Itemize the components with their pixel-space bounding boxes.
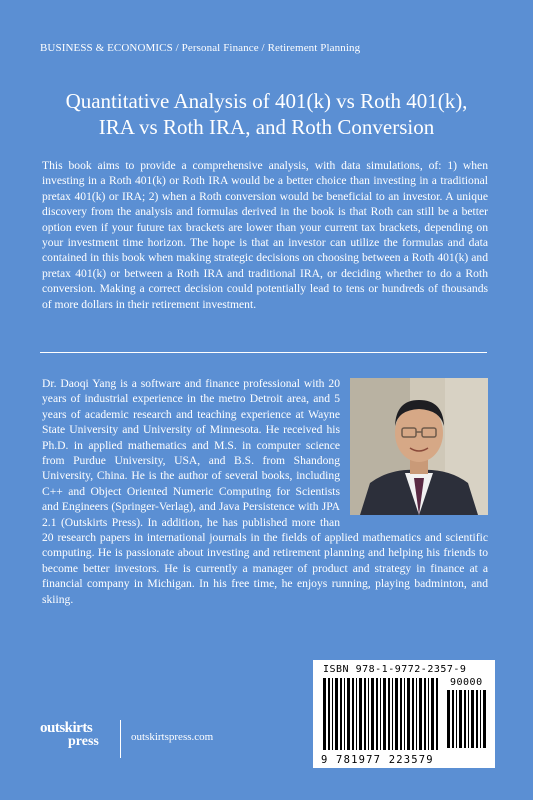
logo-divider <box>120 720 121 758</box>
title-line-1: Quantitative Analysis of 401(k) vs Roth 401(k), <box>65 89 468 113</box>
title-line-2: IRA vs Roth IRA, and Roth Conversion <box>98 115 435 139</box>
author-section <box>42 376 488 607</box>
isbn-barcode <box>313 660 495 768</box>
logo-word-press: press <box>68 734 99 749</box>
book-description: This book aims to provide a comprehensive analysis, with data simulations, of: 1) when investing in a Roth 401(k) or Roth IRA would be a better choice than investing in a traditional pretax 401(k) or IRA; 2) when a Roth conversion would be beneficial to an investor. A unique discovery from the analysis and formulas derived in the book is that Roth can still be a better option even if your future tax brackets are lower than your current tax brackets, depending on your investment time horizon. The hope is that an investor can utilize the formulas and data contained in this book when making strategic decisions on choosing between a Roth 401(k) and pretax 401(k) or between a Roth IRA and traditional IRA, or deciding whether to do a Roth conversion. Making a correct decision could potentially lead to tens or hundreds of thousands of more dollars in their retirement investment. <box>42 159 488 311</box>
author-bio: Dr. Daoqi Yang is a software and finance professional with 20 years of industrial experience in the metro Detroit area, and 5 years of academic research and teaching experience at Wayne State University and University of Minnesota. He received his Ph.D. in applied mathematics and M.S. in computer science from Purdue University, USA, and B.S. from Shandong University, China. He is the author of several books, including C++ and Object Oriented Numeric Computing for Scientists and Engineers (Springer-Verlag), and Java Persistence with JPA 2.1 (Outskirts Press). In addition, he has published more than 20 research papers in international journals in the fields of applied mathematics and scientific computing. He is passionate about investing and retirement planning and helping his friends to become better investors. He is currently a manager of product and strategy in finance at a financial company in Michigan. In his free time, he enjoys running, playing badminton, and skiing. <box>42 377 488 606</box>
logo-word-outskirts: outskirts <box>40 720 93 736</box>
divider-rule <box>40 352 487 353</box>
isbn-label: ISBN 978-1-9772-2357-9 <box>323 664 467 675</box>
publisher-website: outskirtspress.com <box>131 731 214 743</box>
book-title <box>30 88 503 140</box>
price-barcode-bars <box>447 690 487 748</box>
category-line: BUSINESS & ECONOMICS / Personal Finance / Retirement Planning <box>40 42 361 54</box>
author-photo <box>350 378 488 515</box>
barcode-number: 9 781977 223579 <box>321 754 434 766</box>
publisher-logo <box>40 720 120 756</box>
barcode-bars <box>323 678 441 750</box>
price-code: 90000 <box>450 677 483 688</box>
